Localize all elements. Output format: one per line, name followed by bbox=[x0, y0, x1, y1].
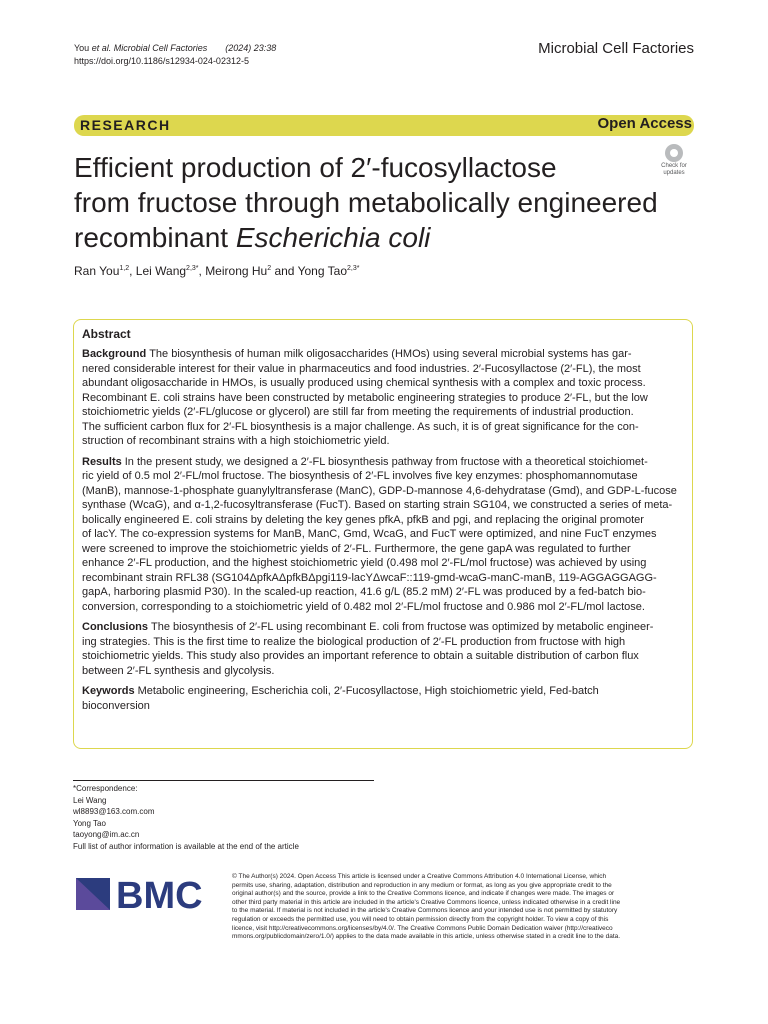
abstract-section-label: Background bbox=[82, 348, 147, 360]
abstract-section bbox=[82, 347, 684, 449]
correspondence-block bbox=[73, 783, 299, 853]
article-type-label: RESEARCH bbox=[80, 117, 171, 133]
abstract-line bbox=[82, 699, 684, 714]
journal-name: Microbial Cell Factories bbox=[538, 40, 694, 57]
author-name: Ran You bbox=[74, 264, 120, 278]
title-line-3 bbox=[74, 220, 654, 255]
abstract-section bbox=[82, 455, 684, 615]
author-name: Meirong Hu bbox=[205, 264, 268, 278]
abstract-line-text: bolically engineered E. coli strains by deleting the key genes pfkA, pfkB and pgi, and replacing the original promoter bbox=[82, 513, 644, 526]
abstract-line-text: The biosynthesis of human milk oligosaccharides (HMOs) using several microbial systems has gar- bbox=[149, 348, 632, 360]
license-line: permits use, sharing, adaptation, distribution and reproduction in any medium or format, as long as you give appropriate credit to the bbox=[232, 881, 612, 889]
author-affiliation: 2,3* bbox=[186, 265, 199, 272]
author-affiliation: 1,2 bbox=[119, 265, 130, 272]
author-separator: , bbox=[129, 264, 136, 278]
abstract-section bbox=[82, 620, 684, 678]
bmc-logo-text: BMC bbox=[116, 875, 203, 914]
abstract-heading: Abstract bbox=[82, 327, 131, 341]
correspondence-line: Yong Tao bbox=[73, 818, 106, 828]
abstract-line-text: nered considerable interest for their value in pharmaceutics and food industries. 2′-Fucosyllactose (2′-FL), the most bbox=[82, 362, 641, 375]
abstract-section bbox=[82, 684, 684, 713]
title-line-1: Efficient production of 2′-fucosyllactose bbox=[74, 152, 557, 183]
abstract-line-text: bioconversion bbox=[82, 699, 150, 712]
author-name: Yong Tao bbox=[297, 264, 347, 278]
citation-line bbox=[74, 42, 276, 55]
abstract-line bbox=[82, 362, 684, 377]
abstract-line-text: Metabolic engineering, Escherichia coli, 2′-Fucosyllactose, High stoichiometric yield, Fed-batch bbox=[137, 685, 599, 697]
open-access-label: Open Access bbox=[597, 115, 692, 132]
license-line: original author(s) and the source, provide a link to the Creative Commons licence, and indicate if changes were made. The images or bbox=[232, 890, 615, 898]
abstract-line-text: ric yield of 0.5 mol 2′-FL/mol fructose. The biosynthesis of 2′-FL involves five key enzymes: phosphomannomutase bbox=[82, 470, 638, 482]
abstract-section-label: Keywords bbox=[82, 685, 135, 697]
abstract-line bbox=[82, 455, 684, 470]
abstract-line bbox=[82, 635, 684, 650]
author-affiliation: 2 bbox=[267, 265, 272, 272]
abstract-line-text: stoichiometric yields (2′-FL/glucose or glycerol) are still far from meeting the requirements of industrial production. bbox=[82, 406, 634, 418]
check-for-updates-badge[interactable] bbox=[655, 142, 693, 182]
license-text bbox=[232, 873, 698, 942]
author-list bbox=[74, 264, 359, 278]
correspondence-line: Lei Wang bbox=[73, 795, 107, 805]
citation-year: (2024) 23:38 bbox=[225, 43, 277, 53]
abstract-line bbox=[82, 469, 684, 484]
citation-journal: et al. Microbial Cell Factories bbox=[91, 43, 208, 53]
title-line-2: from fructose through metabolically engineered bbox=[74, 187, 658, 218]
abstract-line bbox=[82, 498, 684, 513]
title-line-3-italic: Escherichia coli bbox=[235, 222, 431, 253]
abstract-section-label: Results bbox=[82, 455, 122, 468]
abstract-line-text: In the present study, we designed a 2′-FL biosynthesis pathway from fructose with a theoretical stoichiomet- bbox=[124, 455, 648, 468]
abstract-line bbox=[82, 434, 684, 449]
license-line: regulation or exceeds the permitted use, you will need to obtain permission directly from the copyright holder. To view a copy of this bbox=[232, 915, 609, 923]
citation-authors: You bbox=[74, 43, 92, 53]
abstract-line-text: conversion, corresponding to a stoichiometric yield of 0.482 mol 2′-FL/mol fructose and 0.986 mol 2′-FL/mol lactose. bbox=[82, 600, 645, 613]
footnote-divider bbox=[73, 780, 374, 781]
check-updates-line-2: updates bbox=[663, 170, 685, 176]
abstract-line bbox=[82, 542, 684, 557]
abstract-line-text: between 2′-FL synthesis and glycolysis. bbox=[82, 664, 275, 677]
abstract-line-text: abundant oligosaccharide in HMOs, is usually produced using chemical synthesis with a complex and toxic process. bbox=[82, 377, 646, 389]
abstract-line bbox=[82, 556, 684, 571]
author-separator: , bbox=[198, 264, 206, 278]
abstract-line bbox=[82, 600, 684, 615]
correspondence-line: *Correspondence: bbox=[73, 784, 138, 793]
abstract-line bbox=[82, 484, 684, 499]
author-affiliation: 2,3* bbox=[347, 265, 360, 272]
abstract-line-text: recombinant strain RFL38 (SG104ΔpfkAΔpfkBΔpgi119-lacYΔwcaF::119-gmd-wcaG-manC-manB, 119-AGGAGGAGG- bbox=[82, 571, 657, 584]
abstract-line-text: (ManB), mannose-1-phosphate guanylyltransferase (ManC), GDP-D-mannose 4,6-dehydratase (Gmd), and GDP-L-fucose bbox=[82, 484, 677, 497]
abstract-line-text: were screened to improve the stoichiometric yields of 2′-FL. Furthermore, the gene gapA was regulated to further bbox=[82, 542, 631, 555]
abstract-line-text: The sufficient carbon flux for 2′-FL biosynthesis is a major challenge. As such, it is of great significance for the con- bbox=[82, 420, 639, 433]
license-line: other third party material in this article are included in the article's Creative Commons licence, unless indicated otherwise in a credit line bbox=[232, 898, 621, 906]
abstract-line-text: Recombinant E. coli strains have been constructed by metabolic engineering strategies to produce 2′-FL, but the low bbox=[82, 391, 648, 404]
abstract-line bbox=[82, 684, 684, 699]
abstract-line bbox=[82, 391, 684, 406]
abstract-line bbox=[82, 585, 684, 600]
abstract-line-text: of lacY. The co-expression systems for ManB, ManC, Gmd, WcaG, and FucT were optimized, and nine FucT enzymes bbox=[82, 528, 657, 540]
abstract-line bbox=[82, 620, 684, 635]
abstract-line-text: ing strategies. This is the first time to realize the biological production of 2′-FL production from fructose with high bbox=[82, 635, 626, 648]
abstract-line-text: gapA, harboring plasmid P30). In the scaled-up reaction, 41.6 g/L (85.2 mM) 2′-FL was produced by a fed-batch bio- bbox=[82, 586, 646, 598]
abstract-line bbox=[82, 649, 684, 664]
check-updates-icon bbox=[665, 144, 683, 162]
abstract-line-text: struction of recombinant strains with a high stoichiometric yield. bbox=[82, 435, 390, 447]
author-name: Lei Wang bbox=[135, 264, 187, 278]
abstract-line-text: enhance 2′-FL production, and the highest stoichiometric yield (0.498 mol 2′-FL/mol fructose) was achieved by using bbox=[82, 557, 647, 569]
bmc-logo bbox=[76, 874, 216, 914]
abstract-section-label: Conclusions bbox=[82, 621, 149, 633]
correspondence-line[interactable]: wl8893@163.com.com bbox=[73, 807, 155, 817]
abstract-line-text: stoichiometric yields. This study also provides an important reference to obtain a suitable distribution of carbon flux bbox=[82, 650, 639, 662]
abstract-line bbox=[82, 527, 684, 542]
license-line: © The Author(s) 2024. Open Access This article is licensed under a Creative Commons Attribution 4.0 International License, which bbox=[232, 873, 607, 880]
abstract-line bbox=[82, 664, 684, 679]
license-line: mmons.org/publicdomain/zero/1.0/) applies to the data made available in this article, unless otherwise stated in a credit line to the data. bbox=[232, 933, 621, 941]
abstract-box bbox=[73, 319, 693, 749]
abstract-line-text: synthase (WcaG), and α-1,2-fucosyltransferase (FucT). Based on starting strain SG104, we constructed a series of meta- bbox=[82, 499, 673, 511]
license-line: to the material. If material is not included in the article's Creative Commons licence and your intended use is not permitted by statutory bbox=[232, 907, 618, 915]
abstract-line bbox=[82, 571, 684, 586]
title-line-3-plain: recombinant bbox=[74, 222, 236, 253]
correspondence-line[interactable]: taoyong@im.ac.cn bbox=[73, 830, 140, 840]
abstract-line bbox=[82, 405, 684, 420]
abstract-sections bbox=[82, 347, 684, 713]
abstract-line-text: The biosynthesis of 2′-FL using recombinant E. coli from fructose was optimized by metabolic engineer- bbox=[151, 621, 654, 633]
abstract-line bbox=[82, 347, 684, 362]
abstract-line bbox=[82, 513, 684, 528]
license-line: licence, visit http://creativecommons.org/licenses/by/4.0/. The Creative Commons Public Domain Dedication waiver (http://creativeco bbox=[232, 924, 613, 932]
check-updates-line-1: Check for bbox=[661, 163, 687, 169]
article-title bbox=[74, 150, 658, 255]
author-separator: and bbox=[271, 264, 298, 278]
correspondence-line: Full list of author information is available at the end of the article bbox=[73, 841, 299, 851]
citation-header bbox=[74, 42, 276, 68]
abstract-line bbox=[82, 420, 684, 435]
abstract-line bbox=[82, 376, 684, 391]
doi-link[interactable]: https://doi.org/10.1186/s12934-024-02312-5 bbox=[74, 56, 249, 66]
